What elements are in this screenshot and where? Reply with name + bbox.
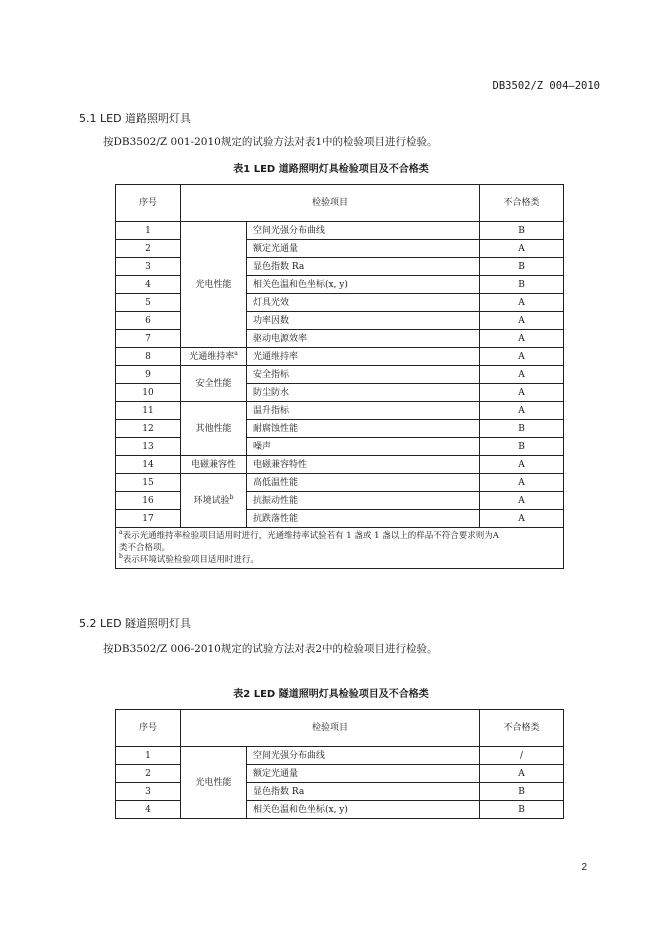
table-1 xyxy=(115,184,564,569)
footnote-mark: a xyxy=(119,529,123,537)
group-cell: 安全性能 xyxy=(181,366,247,402)
section-paragraph: 按DB3502/Z 001-2010规定的试验方法对表1中的检验项目进行检验。 xyxy=(103,136,438,148)
group-cell: 光电性能 xyxy=(181,222,247,348)
row-item: 相关色温和色坐标(x, y) xyxy=(247,276,480,294)
row-no: 15 xyxy=(116,474,181,492)
row-item: 光通维持率 xyxy=(247,348,480,366)
col-header-class: 不合格类 xyxy=(480,185,564,222)
row-no: 2 xyxy=(116,240,181,258)
row-class: B xyxy=(480,801,564,819)
row-no: 4 xyxy=(116,801,181,819)
table-notes xyxy=(116,528,564,569)
doc-number: DB3502/Z 004—2010 xyxy=(492,80,600,92)
section-title: 5.1 LED 道路照明灯具 xyxy=(79,112,192,125)
col-header-class: 不合格类 xyxy=(480,710,564,747)
row-no: 11 xyxy=(116,402,181,420)
section-title: 5.2 LED 隧道照明灯具 xyxy=(79,617,192,630)
row-no: 17 xyxy=(116,510,181,528)
col-header-no: 序号 xyxy=(116,185,181,222)
row-class: B xyxy=(480,276,564,294)
row-class: A xyxy=(480,474,564,492)
row-item: 耐腐蚀性能 xyxy=(247,420,480,438)
footnote-mark: b xyxy=(229,493,234,501)
note-a-continued: 类不合格项。 xyxy=(119,543,171,553)
note-a xyxy=(119,530,560,542)
row-item: 显色指数 Ra xyxy=(247,783,480,801)
row-item: 安全指标 xyxy=(247,366,480,384)
row-class: B xyxy=(480,222,564,240)
row-class: A xyxy=(480,765,564,783)
table-caption: 表2 LED 隧道照明灯具检验项目及不合格类 xyxy=(233,689,429,700)
row-item: 相关色温和色坐标(x, y) xyxy=(247,801,480,819)
row-item: 额定光通量 xyxy=(247,240,480,258)
table-2 xyxy=(115,709,564,819)
row-class: B xyxy=(480,783,564,801)
note-b xyxy=(119,554,560,566)
row-item: 空间光强分布曲线 xyxy=(247,222,480,240)
row-no: 2 xyxy=(116,765,181,783)
page-number: 2 xyxy=(581,862,587,873)
row-no: 13 xyxy=(116,438,181,456)
row-item: 显色指数 Ra xyxy=(247,258,480,276)
col-header-item: 检验项目 xyxy=(181,710,480,747)
row-no: 1 xyxy=(116,747,181,765)
table-row xyxy=(116,456,564,474)
footnote-mark: b xyxy=(119,553,123,561)
table-header-row xyxy=(116,710,564,747)
row-item: 额定光通量 xyxy=(247,765,480,783)
row-item: 电磁兼容特性 xyxy=(247,456,480,474)
row-class: B xyxy=(480,258,564,276)
col-header-no: 序号 xyxy=(116,710,181,747)
group-cell: 光电性能 xyxy=(181,747,247,819)
row-class: A xyxy=(480,348,564,366)
table-notes-row xyxy=(116,528,564,569)
footnote-mark: a xyxy=(234,349,238,357)
row-item: 抗振动性能 xyxy=(247,492,480,510)
row-class: A xyxy=(480,312,564,330)
table-row xyxy=(116,474,564,492)
row-no: 3 xyxy=(116,783,181,801)
section-paragraph: 按DB3502/Z 006-2010规定的试验方法对表2中的检验项目进行检验。 xyxy=(103,643,438,655)
row-class: A xyxy=(480,492,564,510)
row-no: 1 xyxy=(116,222,181,240)
row-no: 16 xyxy=(116,492,181,510)
row-class: A xyxy=(480,456,564,474)
group-cell: 电磁兼容性 xyxy=(181,456,247,474)
table-caption: 表1 LED 道路照明灯具检验项目及不合格类 xyxy=(233,164,429,175)
table-header-row xyxy=(116,185,564,222)
row-item: 防尘防水 xyxy=(247,384,480,402)
row-item: 噪声 xyxy=(247,438,480,456)
row-item: 温升指标 xyxy=(247,402,480,420)
table-row xyxy=(116,366,564,384)
table-row xyxy=(116,402,564,420)
row-class: A xyxy=(480,366,564,384)
group-label: 环境试验 xyxy=(193,495,230,506)
group-cell xyxy=(181,474,247,528)
row-item: 空间光强分布曲线 xyxy=(247,747,480,765)
row-no: 3 xyxy=(116,258,181,276)
group-cell xyxy=(181,348,247,366)
row-class: A xyxy=(480,330,564,348)
row-item: 驱动电源效率 xyxy=(247,330,480,348)
row-no: 12 xyxy=(116,420,181,438)
row-item: 灯具光效 xyxy=(247,294,480,312)
row-class: A xyxy=(480,510,564,528)
row-item: 高低温性能 xyxy=(247,474,480,492)
row-no: 14 xyxy=(116,456,181,474)
group-cell: 其他性能 xyxy=(181,402,247,456)
table-row xyxy=(116,222,564,240)
note-a-text: 表示光通维持率检验项目适用时进行，光通维持率试验若有 1 盏或 1 盏以上的样品不符合要求则为A xyxy=(122,531,499,541)
row-item: 抗跌落性能 xyxy=(247,510,480,528)
row-class: B xyxy=(480,420,564,438)
row-no: 8 xyxy=(116,348,181,366)
row-no: 10 xyxy=(116,384,181,402)
table-row xyxy=(116,747,564,765)
row-no: 5 xyxy=(116,294,181,312)
row-no: 4 xyxy=(116,276,181,294)
row-no: 7 xyxy=(116,330,181,348)
note-b-text: 表示环境试验检验项目适用时进行。 xyxy=(122,555,259,565)
row-class: B xyxy=(480,438,564,456)
row-no: 6 xyxy=(116,312,181,330)
row-class: A xyxy=(480,294,564,312)
row-class: A xyxy=(480,384,564,402)
row-class: A xyxy=(480,402,564,420)
row-no: 9 xyxy=(116,366,181,384)
row-class: A xyxy=(480,240,564,258)
col-header-item: 检验项目 xyxy=(181,185,480,222)
row-class: / xyxy=(480,747,564,765)
row-item: 功率因数 xyxy=(247,312,480,330)
table-row xyxy=(116,348,564,366)
group-label: 光通维持率 xyxy=(189,351,235,362)
